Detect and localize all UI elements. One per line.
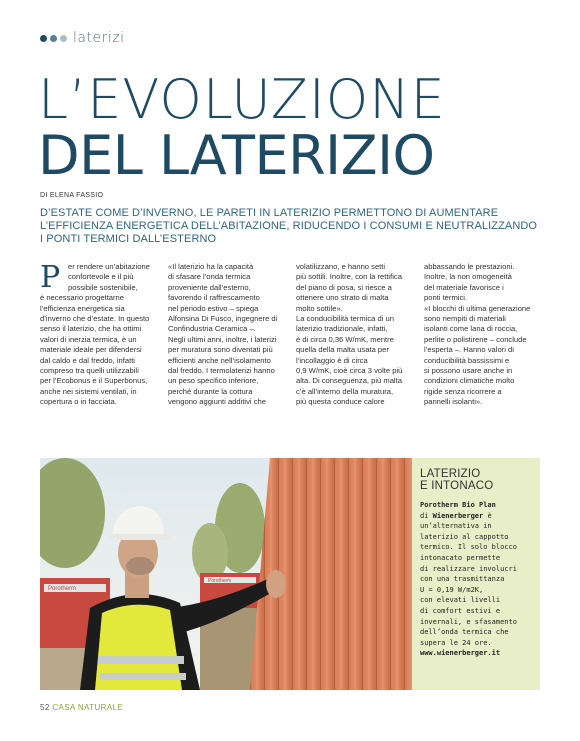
info-line: invernali, e sfasamento	[420, 617, 517, 626]
body-line: dal caldo e dal freddo, infatti	[40, 355, 135, 365]
body-line: più sottili. Inoltre, con la rettifica	[296, 272, 402, 282]
pallet-brand-right: Porotherm	[208, 578, 232, 584]
page-footer	[40, 703, 123, 712]
body-line: quella della malta usata per	[296, 345, 389, 355]
info-line: con elevati livelli	[420, 596, 501, 605]
info-line: termico. Il solo blocco	[420, 543, 517, 552]
body-line: dal freddo. I termolaterizi hanno	[168, 366, 275, 376]
info-line-tail: è	[483, 511, 492, 520]
body-line: l’incollaggio è di circa	[296, 355, 368, 365]
body-line: volatilizzano, e hanno setti	[296, 262, 386, 271]
info-line: di realizzare involucri	[420, 564, 517, 573]
body-line: «Il laterizio ha la capacità	[168, 262, 254, 271]
body-column-4	[424, 262, 540, 408]
dot-3	[60, 35, 67, 42]
body-line: ponti termici.	[424, 293, 468, 303]
body-line: isolanti come lana di roccia,	[424, 324, 518, 334]
body-line: valori di inerzia termica, è un	[40, 334, 137, 344]
body-line: per muratura sono diventati più	[168, 345, 273, 355]
info-line: supera le 24 ore.	[420, 638, 492, 647]
body-line: materiale ideale per difendersi	[40, 345, 142, 355]
body-line: pannelli isolanti».	[424, 397, 483, 407]
section-header	[40, 30, 124, 46]
info-box	[412, 458, 540, 690]
body-line: confortevole e il più	[68, 272, 134, 282]
body-line: del piano di posa, si riesce a	[296, 282, 392, 292]
product-name: Porotherm Bio Plan	[420, 501, 496, 509]
info-line-lead: di	[420, 511, 433, 520]
lead-line: I PONTI TERMICI DALL’ESTERNO	[40, 233, 217, 245]
body-line: er rendere un’abitazione	[68, 262, 150, 271]
body-line: laterizio tradizionale, infatti,	[296, 324, 388, 334]
body-line: favorendo il raffrescamento	[168, 293, 260, 303]
body-line: senso il laterizio, che ha ottimi	[40, 324, 142, 334]
body-column-1	[40, 262, 156, 408]
info-line: laterizio al cappotto	[420, 532, 509, 541]
body-line: Negli ultimi anni, inoltre, i laterizi	[168, 334, 277, 344]
body-line: alta. Di conseguenza, più malta	[296, 376, 402, 386]
body-line: più questa conduce calore	[296, 397, 385, 407]
body-line: proveniente dall’esterno,	[168, 282, 251, 292]
body-line: conducibilità bassissimi e	[424, 355, 510, 365]
info-line: con una trasmittanza	[420, 575, 505, 584]
body-line: abbassando le prestazioni.	[424, 262, 515, 271]
body-line: Alfonsina Di Fusco, ingegnere di	[168, 314, 278, 324]
info-box-title-line: LATERIZIO	[420, 468, 481, 480]
body-line: «I blocchi di ultima generazione	[424, 303, 531, 313]
brand-name: Wienerberger	[432, 511, 484, 520]
body-line: un peso specifico inferiore,	[168, 376, 259, 386]
drop-cap: P	[40, 260, 61, 295]
website-link[interactable]: www.wienerberger.it	[420, 649, 501, 658]
body-line: si possono usare anche in	[424, 366, 513, 376]
body-line: La conducibilità termica di un	[296, 314, 394, 324]
body-line: vengono aggiunti additivi che	[168, 397, 266, 407]
info-line: dell’onda termica che	[420, 628, 509, 637]
body-column-2	[168, 262, 284, 408]
body-line: è di circa 0,36 W/mK, mentre	[296, 334, 394, 344]
body-line: perlite o polistirene – conclude	[424, 334, 527, 344]
photo-illustration	[40, 458, 412, 690]
body-line: Inoltre, la non omogeneità	[424, 272, 512, 282]
body-line: sono riempiti di materiali	[424, 314, 506, 324]
body-line: perché durante la cottura	[168, 386, 253, 396]
info-line	[420, 511, 538, 522]
body-line: Confindustria Ceramica –.	[168, 324, 256, 334]
body-line: efficienti anche nell’isolamento	[168, 355, 271, 365]
lead-line: L’EFFICIENZA ENERGETICA DELL’ABITAZIONE, RIDUCENDO I CONSUMI E NEUTRALIZZANDO	[40, 220, 538, 232]
dot-2	[50, 35, 57, 42]
body-line: ottenere uno strato di malta	[296, 293, 389, 303]
magazine-name: CASA NATURALE	[52, 703, 124, 712]
title-line-1: L’EVOLUZIONE	[38, 68, 446, 131]
body-line: d’inverno che d’estate. In questo	[40, 314, 150, 324]
info-box-body	[420, 500, 538, 659]
info-box-title-line: E INTONACO	[420, 480, 494, 492]
body-line: copertura o in facciata.	[40, 397, 117, 407]
body-line: rigide senza ricorrere a	[424, 386, 502, 396]
body-line: anche nei sistemi ventilati, in	[40, 386, 137, 396]
info-line: U = 0,19 W/m2K,	[420, 585, 484, 594]
byline: DI ELENA FASSIO	[40, 192, 104, 199]
page-number: 52	[40, 703, 50, 712]
title-line-2: DEL LATERIZIO	[38, 124, 435, 187]
pallet-brand-left: Porotherm	[48, 586, 77, 592]
body-column-3	[296, 262, 412, 408]
body-line: compreso tra quelli utilizzabili	[40, 366, 139, 376]
body-line: l’efficienza energetica sia	[40, 303, 125, 313]
body-line: condizioni climatiche molto	[424, 376, 515, 386]
lead-line: D’ESTATE COME D’INVERNO, LE PARETI IN LATERIZIO PERMETTONO DI AUMENTARE	[40, 207, 499, 219]
info-box-title	[420, 468, 493, 492]
body-line: molto sottile».	[296, 303, 343, 313]
body-line: c’è all’interno della muratura,	[296, 386, 394, 396]
body-line: 0,9 W/mK, cioè circa 3 volte più	[296, 366, 403, 376]
body-line: di sfasare l’onda termica	[168, 272, 251, 282]
body-line: del materiale favorisce i	[424, 282, 504, 292]
body-line: è necessario progettarne	[40, 293, 125, 303]
construction-worker-photo	[40, 458, 412, 690]
info-line: di comfort estivi e	[420, 606, 501, 615]
info-line: intonacato permette	[420, 553, 501, 562]
lead-paragraph	[40, 207, 540, 246]
section-label: laterizi	[73, 30, 125, 46]
section-dots	[40, 35, 67, 42]
body-line: nel periodo estivo – spiega	[168, 303, 259, 313]
body-line: per l’Ecobonus e il Superbonus,	[40, 376, 148, 386]
info-line: un’alternativa in	[420, 522, 492, 531]
body-line: possibile sostenibile,	[68, 282, 138, 292]
dot-1	[40, 35, 47, 42]
body-line: l’esperta –. Hanno valori di	[424, 345, 514, 355]
